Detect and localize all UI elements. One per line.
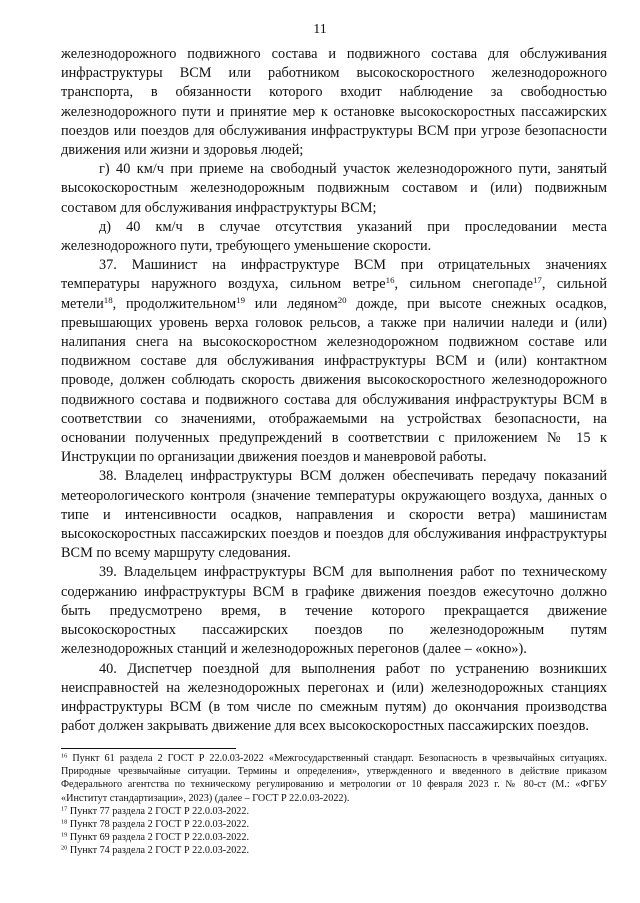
paragraph-37-text: , сильной метели xyxy=(61,276,607,312)
paragraph-item-d: д) 40 км/ч в случае отсутствия указаний при проследовании места железнодорожного пути, требующего уменьшение скорости. xyxy=(61,218,607,255)
document-body xyxy=(61,45,607,736)
footnote-mark: 16 xyxy=(61,752,68,760)
footnote-ref-19: 19 xyxy=(236,294,246,305)
footnote-text: Пункт 61 раздела 2 ГОСТ Р 22.0.03-2022 «Межгосударственный стандарт. Безопасность в чрезвычайных ситуациях. Природные чрезвычайные ситуации. Термины и определения», утвержденного и введенного в действие приказом Федерального агентства по техническому регулированию и метрологии от 10 февраля 2023 г. № 80-ст (М.: «ФГБУ «Институт стандартизации», 2023) (далее – ГОСТ Р 22.0.03-2022). xyxy=(61,753,607,804)
paragraph-38: 38. Владелец инфраструктуры ВСМ должен обеспечивать передачу показаний метеорологического контроля (значение температуры окружающего воздуха, данных о типе и интенсивности осадков, направления и скорости ветра) машинистам высокоскоростных пассажирских поездов и поездов для обслуживания инфраструктуры ВСМ по всему маршруту следования. xyxy=(61,468,607,562)
footnote-text: Пункт 77 раздела 2 ГОСТ Р 22.0.03-2022. xyxy=(67,805,250,817)
footnote-mark: 19 xyxy=(61,831,68,839)
footnotes xyxy=(61,752,607,858)
paragraph-37-text: , продолжительном xyxy=(112,295,237,312)
footnote xyxy=(61,818,607,831)
footnote xyxy=(61,752,607,805)
footnote-mark: 17 xyxy=(61,805,68,813)
paragraph-39: 39. Владельцем инфраструктуры ВСМ для выполнения работ по техническому содержанию инфраструктуры ВСМ в графике движения поездов ежесуточно должно быть предусмотрено время, в течение которого прекращается движение высокоскоростных пассажирских поездов по железнодорожным путям железнодорожных станций и железнодорожных перегонов (далее – «окно»). xyxy=(61,564,607,658)
footnote-ref-20: 20 xyxy=(337,294,347,305)
paragraph-item-g: г) 40 км/ч при приеме на свободный участок железнодорожного пути, занятый высокоскоростным железнодорожным подвижным составом и (или) подвижным составом для обслуживания инфраструктуры ВСМ; xyxy=(61,161,607,216)
paragraph-continuation: железнодорожного подвижного состава и подвижного состава для обслуживания инфраструктуры ВСМ или работником высокоскоростного железнодорожного транспорта, в обязанности которого входит наблюдение за свободностью железнодорожного пути и принятие мер к остановке высокоскоростных пассажирских поездов или поездов для обслуживания инфраструктуры ВСМ при угрозе безопасности движения или жизни и здоровья людей; xyxy=(61,46,607,159)
footnote-ref-17: 17 xyxy=(532,275,542,286)
footnote xyxy=(61,844,607,857)
paragraph-37-text: , сильном снегопаде xyxy=(394,276,533,293)
footnote xyxy=(61,831,607,844)
paragraph-37-text: 37. Машинист на инфраструктуре ВСМ при отрицательных значениях температуры наружного воздуха, сильном ветре xyxy=(61,257,607,293)
footnote-text: Пункт 74 раздела 2 ГОСТ Р 22.0.03-2022. xyxy=(67,845,250,857)
footnote xyxy=(61,805,607,818)
footnote-mark: 20 xyxy=(61,844,68,852)
footnote-ref-18: 18 xyxy=(103,294,113,305)
footnote-ref-16: 16 xyxy=(385,275,395,286)
footnote-separator xyxy=(61,748,236,749)
footnote-text: Пункт 78 раздела 2 ГОСТ Р 22.0.03-2022. xyxy=(67,819,250,831)
footnote-text: Пункт 69 раздела 2 ГОСТ Р 22.0.03-2022. xyxy=(67,832,250,844)
paragraph-37-text: дожде, при высоте снежных осадков, превышающих уровень верха головок рельсов, а также при наличии наледи и (или) налипания снега на высокоскоростном железнодорожном подвижном составе или подвижном составе для обслуживания инфраструктуры ВСМ и (или) контактном проводе, должен соблюдать скорость движения высокоскоростного железнодорожного подвижного состава и подвижного состава для обслуживания инфраструктуры ВСМ в соответствии со значениями, отображаемыми на устройствах безопасности, на основании полученных предупреждений в соответствии с приложением № 15 к Инструкции по организации движения поездов и маневровой работы. xyxy=(61,295,607,466)
page-number: 11 xyxy=(313,22,327,37)
paragraph-40: 40. Диспетчер поездной для выполнения работ по устранению возникших неисправностей на железнодорожных перегонах и (или) железнодорожных станциях инфраструктуры ВСМ (в том числе по смежным путям) до окончания производства работ должен закрывать движение для всех высокоскоростных пассажирских поездов. xyxy=(61,660,607,735)
footnote-mark: 18 xyxy=(61,818,68,826)
paragraph-37 xyxy=(61,256,607,467)
paragraph-37-text: или ледяном xyxy=(245,295,338,312)
